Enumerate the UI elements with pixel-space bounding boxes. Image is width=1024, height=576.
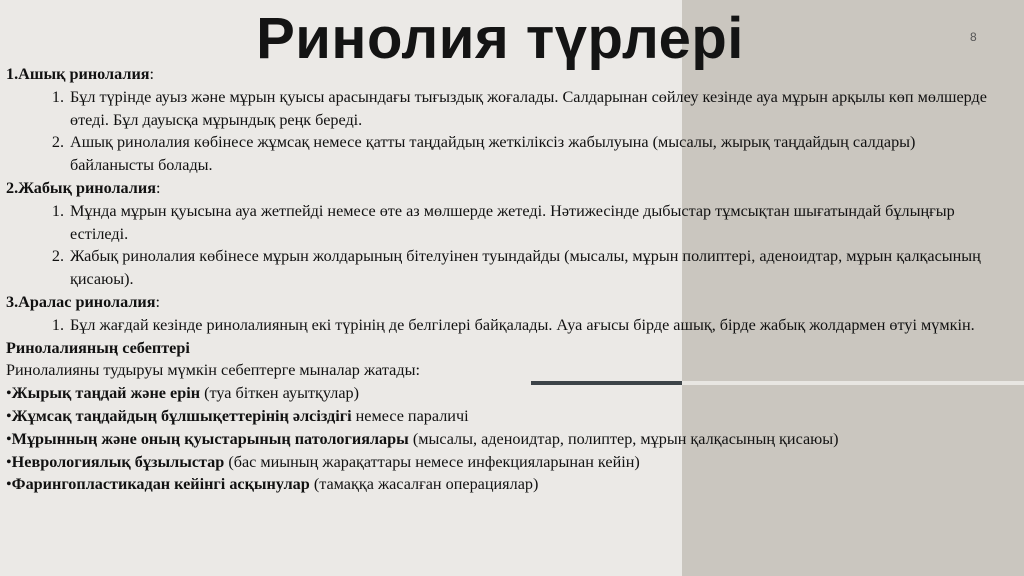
- list-item: 1. Бұл жағдай кезінде ринолалияның екі түрінің де белгілері байқалады. Ауа ағысы бірде ашық, бірде жабық жолдармен өтуі мүмкін.: [51, 315, 975, 334]
- section-heading: 3.Аралас ринолалия:: [6, 292, 160, 311]
- slide-title: Ринолия түрлері: [256, 6, 744, 71]
- bullet-item: •Неврологиялық бұзылыстар (бас миының жарақаттары немесе инфекцияларынан кейін): [6, 452, 640, 471]
- list-item: 2. Жабық ринолалия көбінесе мұрын жолдарының бітелуінен туындайды (мысалы, мұрын полиптері, аденоидтар, мұрын қалқасының қисаюы).: [51, 247, 981, 289]
- bullet-item: •Мұрынның және оның қуыстарының патологиялары (мысалы, аденоидтар, полиптер, мұрын қалқасының қисаюы): [6, 429, 839, 448]
- section-heading: 2.Жабық ринолалия:: [6, 178, 161, 197]
- section-heading: 1.Ашық ринолалия:: [6, 65, 155, 83]
- causes-intro: Ринолалияны тудыруы мүмкін себептерге мыналар жатады:: [6, 361, 420, 380]
- page-number: 8: [970, 30, 977, 44]
- bullet-item: •Жырық таңдай және ерін (туа біткен ауытқулар): [6, 384, 360, 403]
- list-item: 2. Ашық ринолалия көбінесе жұмсақ немесе қатты таңдайдың жеткіліксіз жабылуына (мысалы, жырық таңдайдың салдары) байланысты болады.: [51, 133, 916, 175]
- bullet-item: •Фарингопластикадан кейінгі асқынулар (тамаққа жасалған операциялар): [6, 475, 539, 494]
- list-item: 1. Бұл түрінде ауыз және мұрын қуысы арасындағы тығыздық жоғалады. Салдарынан сөйлеу кезінде ауа мұрын арқылы көп мөлшерде өтеді. Бұл дауысқа мұрындық реңк береді.: [51, 87, 987, 129]
- causes-heading: Ринолалияның себептері: [6, 338, 190, 357]
- slide-content: [6, 63, 1016, 496]
- bullet-item: •Жұмсақ таңдайдың бұлшықеттерінің әлсіздігі немесе параличі: [6, 406, 469, 425]
- list-item: 1. Мұнда мұрын қуысына ауа жетпейді немесе өте аз мөлшерде жетеді. Нәтижесінде дыбыстар тұмсықтан шығатындай бұлыңғыр естіледі.: [51, 201, 955, 243]
